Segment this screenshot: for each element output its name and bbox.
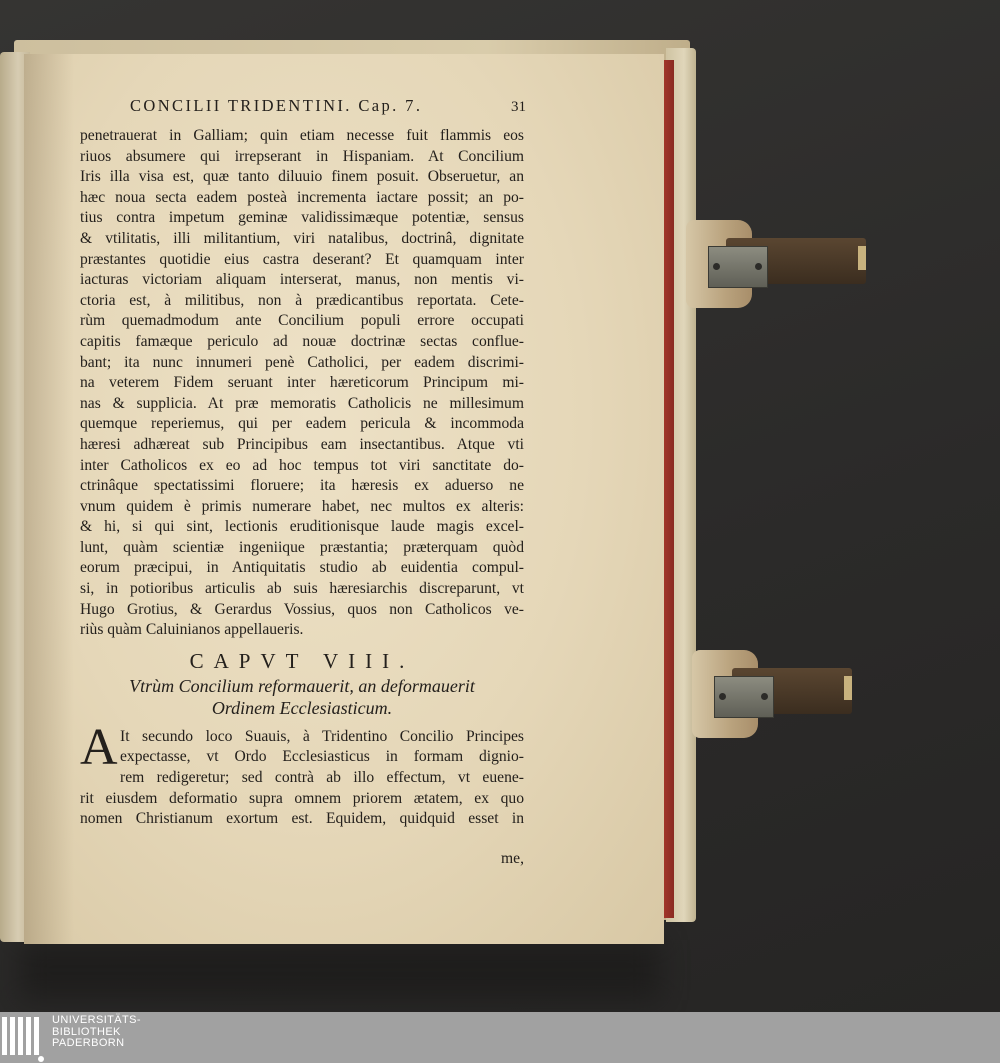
text-line: & hi, si qui sint, lectionis eruditionisque laude magis excel- [80,518,524,536]
text-line: na veterem Fidem seruant inter hæreticorum Principum mi- [80,374,524,392]
text-line: nas & supplicia. At præ memoratis Catholicis ne millesimum [80,394,524,412]
text-line: rem redigeretur; sed contrà ab illo effectum, vt euene- [120,769,524,787]
text-line: præstantes quotidie eius castra deserant? Et quamquam inter [80,250,524,268]
page-gutter-shadow [24,54,74,944]
text-line: quemque reperiemus, qui per eadem pericula & incommoda [80,415,524,433]
page-text-block [80,96,524,870]
text-line: nomen Christianum exortum est. Equidem, quidquid esset in [80,810,524,828]
text-line: rit eiusdem deformatio supra omnem priorem ætatem, ex quo [80,789,524,807]
library-logo-icon [2,1017,46,1061]
text-line: Iris illa visa est, quæ tanto diluuio finem posuit. Obseruetur, an [80,168,524,186]
text-line: tius contra impetum geminæ validissimæque potentiæ, sensus [80,209,524,227]
clasp-plate [714,676,774,718]
text-line: hæresi adhæreat sub Principibus eam insectantibus. Atque vti [80,435,524,453]
text-line: iacturas victoriam aliquam interserat, manus, non mentis vi- [80,271,524,289]
text-line: si, in potioribus articulis ab suis hæresiarchis discreparunt, vt [80,580,524,598]
book-shadow [20,940,660,1000]
text-line: vnum quidem è primis numerare habet, nec multos ex alteris: [80,497,524,515]
text-line: riuos absumere qui irrepserant in Hispaniam. At Concilium [80,147,524,165]
text-line: inter Catholicos ex eo ad hoc tempus tot viri sanctitate do- [80,456,524,474]
paragraph-2 [80,718,524,871]
text-line: lunt, quàm scientiæ ingeniique præstantia; præterquam quòd [80,538,524,556]
text-line: hæc noua secta eadem posteà incrementa iactare possit; an po- [80,188,524,206]
text-line: It secundo loco Suauis, à Tridentino Concilio Principes [120,727,524,745]
paragraph-1 [80,126,524,641]
text-line: ctoria est, à militibus, non à prædicantibus reportata. Cete- [80,291,524,309]
page-number: 31 [511,99,526,115]
clasp-tip [858,246,866,270]
text-line [80,830,524,851]
library-logo-text [52,1015,141,1050]
text-line: & vtilitatis, illi militantium, viri natalibus, doctrinâ, dignitate [80,229,524,247]
logo-line: BIBLIOTHEK [52,1025,121,1038]
catchword: me, [501,850,524,868]
text-line: Hugo Grotius, & Gerardus Vossius, quos non Catholicos ve- [80,600,524,618]
text-line: eorum præcipui, in Antiquitatis studio ab euidentia compul- [80,559,524,577]
text-line: bant; ita nunc innumeri penè Catholici, per eadem discrimi- [80,353,524,371]
library-footer [0,1012,1000,1063]
chapter-subtitle-line: Ordinem Ecclesiasticum. [211,697,393,718]
text-line: ctrinâque spectatissimi floruere; ita hæresis ex aduerso ne [80,477,524,495]
chapter-title: CAPVT VIII. [189,648,415,673]
clasp-plate [708,246,768,288]
logo-line: PADERBORN [52,1037,125,1049]
running-head-title: CONCILII TRIDENTINI. Cap. 7. [130,96,423,115]
clasp-tip [844,676,852,700]
chapter-subtitle-line: Vtrùm Concilium reformauerit, an deformauerit [129,675,475,696]
logo-line: UNIVERSITÄTS- [52,1014,141,1026]
text-line: penetrauerat in Galliam; quin etiam necesse fuit flammis eos [80,127,524,144]
text-line: rùm quemadmodum ante Concilium populi errore occupati [80,312,524,330]
logo-dot [38,1056,44,1062]
text-line: capitis famæque periculo ad nouæ doctrinæ sectas conflue- [80,332,524,350]
text-line: expectasse, vt Ordo Ecclesiasticus in formam dignio- [120,748,524,766]
text-line: riùs quàm Caluinianos appellaueris. [80,621,304,639]
running-head [130,96,526,126]
drop-capital: A [80,718,118,776]
